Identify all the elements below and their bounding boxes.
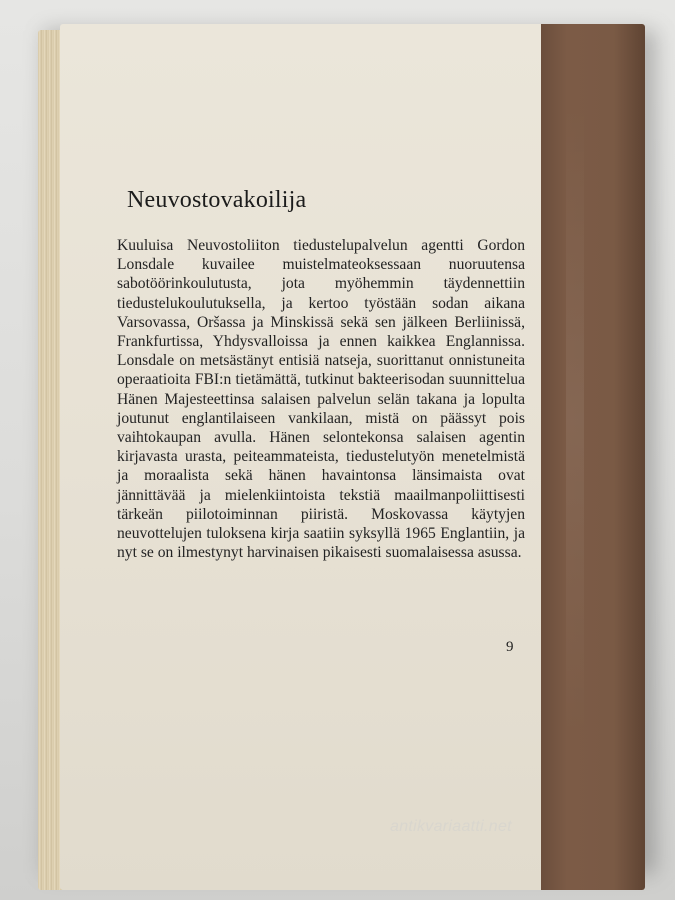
watermark-text: antikvariaatti.net [390,818,512,835]
page-number: 9 [506,639,514,655]
blurb-paragraph: Kuuluisa Neuvostoliiton tiedustelupalvelun agentti Gordon Lonsdale kuvailee muistelmateoksessaan nuoruutensa sabotöörinkoulutusta, jota myöhemmin täydennettiin tiedustelukoulutuksella, ja kertoo työstään sodan aikana Varsovassa, Oršassa ja Minskissä sekä sen jälkeen Berliinissä, Frankfurtissa, Yhdysvalloissa ja ennen kaikkea Englannissa. Lonsdale on metsästänyt entisiä natseja, suorittanut onnistuneita operaatioita FBI:n tietämättä, tutkinut bakteerisodan suunnittelua Hänen Majesteettinsa salaisen palvelun selän takana ja lopulta joutunut englantilaiseen vankilaan, mistä on päässyt pois vaihtokaupan avulla. Hänen selontekonsa salaisen agentin kirjavasta urasta, peiteammateista, tiedustelutyön menetelmistä ja moraalista sekä hänen havaintonsa länsimaista ovat jännittävää ja mielenkiintoista tekstiä maailmanpoliittisesti tärkeän piilotoiminnan piiristä. Moskovassa käytyjen neuvottelujen tuloksena kirja saatiin syksyllä 1965 Englantiin, ja nyt se on ilmestynyt harvinaisen pikaisesti suomalaisessa asussa. [117,237,525,562]
book-spine-band [541,24,645,890]
book-title: Neuvostovakoilija [127,187,307,213]
spine-highlight [566,100,584,740]
